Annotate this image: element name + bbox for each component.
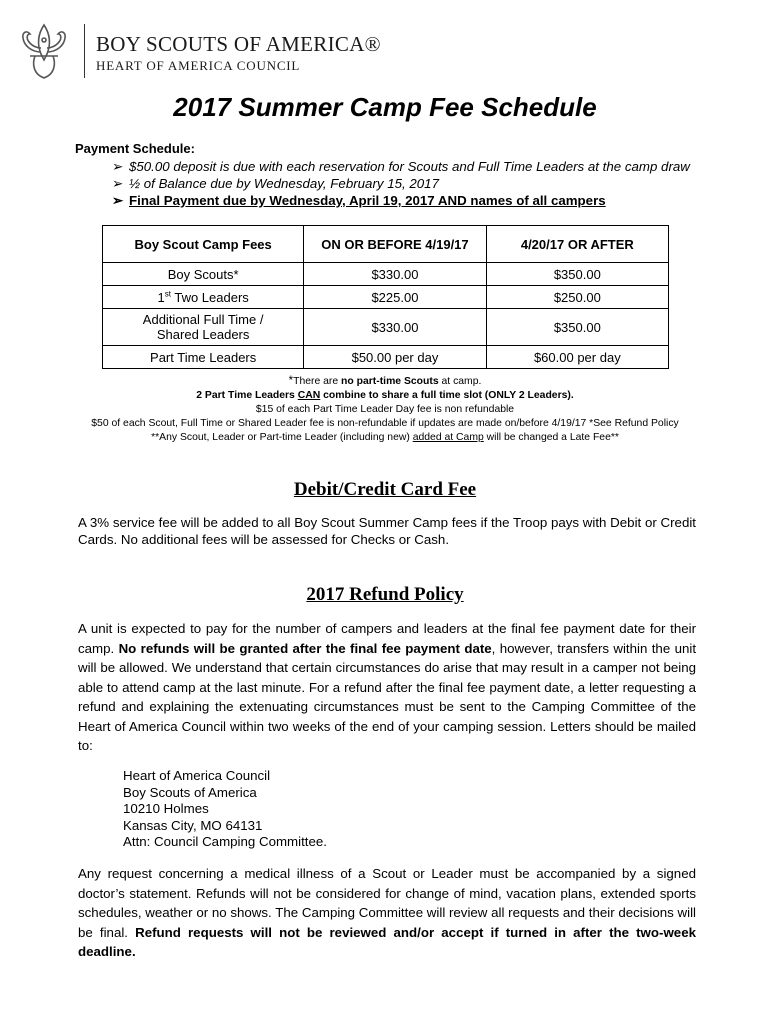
fee-after: $350.00	[486, 263, 668, 286]
council-name: HEART OF AMERICA COUNCIL	[96, 58, 301, 73]
fee-before: $225.00	[304, 286, 486, 309]
address-line: 10210 Holmes	[123, 801, 209, 816]
list-item	[112, 158, 690, 175]
payment-item-text: $50.00 deposit is due with each reservation for Scouts and Full Time Leaders at the camp draw	[129, 159, 690, 174]
debit-credit-heading: Debit/Credit Card Fee	[293, 479, 477, 500]
fee-before: $330.00	[304, 309, 486, 346]
arrow-bullet-icon: ➢	[112, 193, 124, 208]
address-line: Kansas City, MO 64131	[123, 817, 263, 833]
column-header: 4/20/17 OR AFTER	[486, 226, 668, 263]
fee-table	[102, 225, 669, 369]
fee-category: Additional Full Time / Shared Leaders	[103, 309, 304, 346]
note-line: $50 of each Scout, Full Time or Shared Leader fee is non-refundable if updates are made on/before 4/19/17 *See Refund Policy	[91, 418, 679, 429]
column-header: ON OR BEFORE 4/19/17	[304, 226, 486, 263]
table-row	[103, 346, 669, 369]
fee-after: $350.00	[486, 309, 668, 346]
debit-credit-text: A 3% service fee will be added to all Boy Scout Summer Camp fees if the Troop pays with Debit or Credit Cards. No additional fees will be assessed for Checks or Cash.	[78, 515, 696, 547]
payment-schedule-heading: Payment Schedule:	[75, 141, 195, 156]
address-line: Heart of America Council	[123, 768, 271, 783]
fee-category: 1st Two Leaders	[103, 286, 304, 309]
payment-item-text: ½ of Balance due by Wednesday, February 15, 2017	[129, 176, 439, 191]
column-header: Boy Scout Camp Fees	[103, 226, 304, 263]
address-line: Boy Scouts of America	[123, 784, 257, 800]
table-row	[103, 309, 669, 346]
page-title: 2017 Summer Camp Fee Schedule	[173, 92, 597, 122]
mailing-address	[123, 768, 327, 851]
payment-schedule-list	[112, 158, 690, 209]
fee-before: $50.00 per day	[304, 346, 486, 369]
fleur-de-lis-icon	[18, 22, 70, 80]
payment-item-text: Final Payment due by Wednesday, April 19, 2017 AND names of all campers	[129, 193, 606, 208]
org-name: BOY SCOUTS OF AMERICA®	[96, 32, 381, 56]
table-row	[103, 263, 669, 286]
note-line: 2 Part Time Leaders CAN combine to share a full time slot (ONLY 2 Leaders).	[196, 390, 574, 401]
fee-after: $60.00 per day	[486, 346, 668, 369]
fee-category: Part Time Leaders	[103, 346, 304, 369]
fee-notes	[0, 374, 770, 445]
note-line: **Any Scout, Leader or Part-time Leader (including new) added at Camp will be changed a Late Fee**	[151, 432, 619, 443]
table-row	[103, 286, 669, 309]
arrow-bullet-icon: ➢	[112, 176, 124, 191]
fee-before: $330.00	[304, 263, 486, 286]
refund-requirements-paragraph: Any request concerning a medical illness of a Scout or Leader must be accompanied by a signed doctor’s statement. Refunds will not be considered for change of mind, vacation plans, extended sports schedules, weather or no shows. The Camping Committee will review all requests and their decisions will be final. Refund requests will not be reviewed and/or accept if turned in after the two-week deadline.	[78, 866, 696, 959]
list-item	[112, 175, 690, 192]
fee-after: $250.00	[486, 286, 668, 309]
refund-policy-heading: 2017 Refund Policy	[306, 584, 464, 605]
arrow-bullet-icon: ➢	[112, 159, 124, 174]
letterhead	[18, 22, 381, 82]
refund-policy-paragraph: A unit is expected to pay for the number of campers and leaders at the final fee payment date for their camp. No refunds will be granted after the final fee payment date, however, transfers within the unit will be allowed. We understand that certain circumstances do arise that may result in a camper not being able to attend camp at the last minute. For a refund after the final fee payment date, a letter requesting a refund and explaining the extenuating circumstances must be sent to the Camping Committee of the Heart of America Council within two weeks of the end of your camping session. Letters should be mailed to:	[78, 621, 697, 753]
note-line: $15 of each Part Time Leader Day fee is non refundable	[255, 404, 515, 415]
header-divider	[84, 24, 85, 78]
list-item	[112, 192, 690, 209]
table-header-row	[103, 226, 669, 263]
address-line: Attn: Council Camping Committee.	[123, 834, 327, 849]
note-line: *There are no part-time Scouts at camp.	[288, 375, 482, 387]
fee-category: Boy Scouts*	[103, 263, 304, 286]
